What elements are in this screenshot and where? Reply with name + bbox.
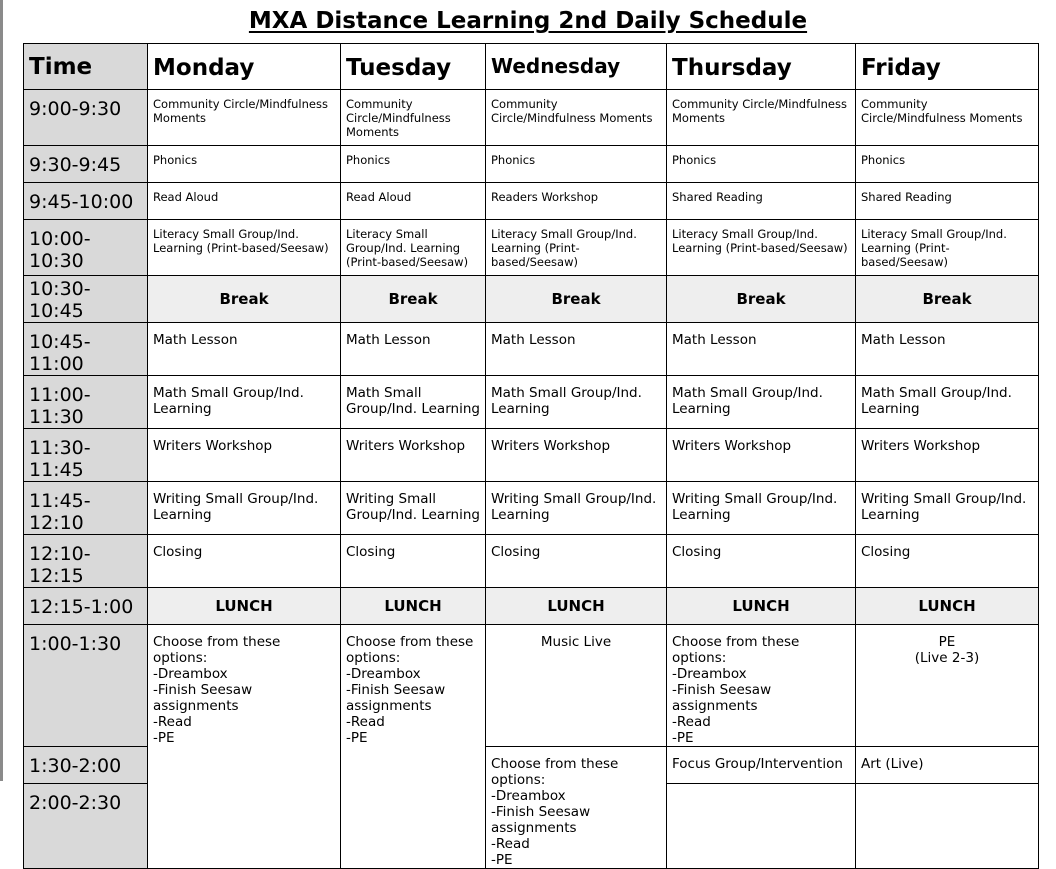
table-row xyxy=(24,220,1039,276)
option-line: -PE xyxy=(153,730,175,746)
schedule-cell: Writers Workshop xyxy=(341,429,486,482)
schedule-cell: Literacy Small Group/Ind. Learning (Print-based/Seesaw) xyxy=(667,220,856,276)
schedule-cell: Math Lesson xyxy=(667,323,856,376)
lunch-cell: LUNCH xyxy=(486,588,667,625)
lunch-cell: LUNCH xyxy=(148,588,341,625)
time-slot: 1:00-1:30 xyxy=(24,625,148,747)
option-line: -Dreambox xyxy=(346,666,421,682)
break-cell: Break xyxy=(856,276,1039,323)
header-thursday: Thursday xyxy=(667,44,856,90)
option-line: -Finish Seesaw assignments xyxy=(672,682,772,714)
schedule-cell: Math Lesson xyxy=(148,323,341,376)
schedule-cell: Literacy Small Group/Ind. Learning (Print-based/Seesaw) xyxy=(856,220,1039,276)
option-line: -Read xyxy=(153,714,192,730)
schedule-cell: Writers Workshop xyxy=(486,429,667,482)
schedule-cell: Shared Reading xyxy=(667,183,856,220)
table-row xyxy=(24,429,1039,482)
option-line: Choose from these options: xyxy=(346,634,474,666)
time-slot: 11:30-11:45 xyxy=(24,429,148,482)
header-friday: Friday xyxy=(856,44,1039,90)
option-line: Choose from these options: xyxy=(672,634,800,666)
option-line: -Read xyxy=(491,836,530,852)
table-row xyxy=(24,482,1039,535)
schedule-cell: Literacy Small Group/Ind. Learning (Print-based/Seesaw) xyxy=(341,220,486,276)
schedule-cell: Read Aloud xyxy=(341,183,486,220)
time-slot: 2:00-2:30 xyxy=(24,784,148,869)
schedule-table xyxy=(23,43,1039,869)
schedule-cell: Writing Small Group/Ind. Learning xyxy=(486,482,667,535)
table-row xyxy=(24,90,1039,146)
option-line: -PE xyxy=(491,852,513,868)
table-row-break xyxy=(24,276,1039,323)
schedule-title: MXA Distance Learning 2nd Daily Schedule xyxy=(248,8,808,34)
schedule-cell: Phonics xyxy=(856,146,1039,183)
schedule-cell: Closing xyxy=(667,535,856,588)
option-line: Choose from these options: xyxy=(153,634,281,666)
schedule-cell: Math Lesson xyxy=(856,323,1039,376)
friday-pe-cell xyxy=(856,625,1039,747)
schedule-cell: Closing xyxy=(341,535,486,588)
time-slot: 10:45-11:00 xyxy=(24,323,148,376)
schedule-cell: Closing xyxy=(148,535,341,588)
schedule-cell: Writing Small Group/Ind. Learning xyxy=(667,482,856,535)
option-line: -Finish Seesaw assignments xyxy=(491,804,591,836)
monday-options-cell xyxy=(148,625,341,869)
break-cell: Break xyxy=(341,276,486,323)
lunch-cell: LUNCH xyxy=(341,588,486,625)
time-slot: 9:45-10:00 xyxy=(24,183,148,220)
schedule-cell: Literacy Small Group/Ind. Learning (Print-based/Seesaw) xyxy=(486,220,667,276)
schedule-cell: Math Small Group/Ind. Learning xyxy=(148,376,341,429)
header-wednesday: Wednesday xyxy=(486,44,667,90)
empty-cell xyxy=(856,784,1039,869)
header-monday: Monday xyxy=(148,44,341,90)
option-line: -Dreambox xyxy=(491,788,566,804)
option-line: -Finish Seesaw assignments xyxy=(346,682,446,714)
schedule-cell: Writing Small Group/Ind. Learning xyxy=(341,482,486,535)
option-line: -PE xyxy=(672,730,694,746)
page-left-edge xyxy=(0,0,3,781)
schedule-cell: Writers Workshop xyxy=(856,429,1039,482)
schedule-cell: Writing Small Group/Ind. Learning xyxy=(148,482,341,535)
schedule-cell: Writing Small Group/Ind. Learning xyxy=(856,482,1039,535)
break-cell: Break xyxy=(667,276,856,323)
time-slot: 12:10-12:15 xyxy=(24,535,148,588)
thursday-options-cell xyxy=(667,625,856,747)
wednesday-music-cell: Music Live xyxy=(486,625,667,747)
time-slot: 11:45-12:10 xyxy=(24,482,148,535)
table-row xyxy=(24,183,1039,220)
schedule-cell: Community Circle/Mindfulness Moments xyxy=(856,90,1039,146)
option-line: -Dreambox xyxy=(153,666,228,682)
schedule-cell: Literacy Small Group/Ind. Learning (Print-based/Seesaw) xyxy=(148,220,341,276)
header-tuesday: Tuesday xyxy=(341,44,486,90)
lunch-cell: LUNCH xyxy=(667,588,856,625)
time-slot: 11:00-11:30 xyxy=(24,376,148,429)
option-line: (Live 2-3) xyxy=(914,650,980,666)
break-cell: Break xyxy=(486,276,667,323)
schedule-cell: Writers Workshop xyxy=(148,429,341,482)
option-line: -Read xyxy=(346,714,385,730)
time-slot: 12:15-1:00 xyxy=(24,588,148,625)
lunch-cell: LUNCH xyxy=(856,588,1039,625)
empty-cell xyxy=(667,784,856,869)
schedule-cell: Phonics xyxy=(148,146,341,183)
schedule-cell: Phonics xyxy=(486,146,667,183)
table-row-lunch xyxy=(24,588,1039,625)
schedule-cell: Shared Reading xyxy=(856,183,1039,220)
table-row xyxy=(24,376,1039,429)
time-slot: 1:30-2:00 xyxy=(24,747,148,784)
schedule-cell: Math Lesson xyxy=(486,323,667,376)
option-line: Choose from these options: xyxy=(491,756,619,788)
tuesday-options-cell xyxy=(341,625,486,869)
option-line: -Read xyxy=(672,714,711,730)
schedule-cell: Math Small Group/Ind. Learning xyxy=(667,376,856,429)
schedule-cell: Math Lesson xyxy=(341,323,486,376)
table-row xyxy=(24,146,1039,183)
time-slot: 10:00-10:30 xyxy=(24,220,148,276)
friday-art-cell: Art (Live) xyxy=(856,747,1039,784)
header-time: Time xyxy=(24,44,148,90)
schedule-cell: Math Small Group/Ind. Learning xyxy=(486,376,667,429)
schedule-cell: Math Small Group/Ind. Learning xyxy=(341,376,486,429)
schedule-cell: Readers Workshop xyxy=(486,183,667,220)
time-slot: 9:00-9:30 xyxy=(24,90,148,146)
schedule-cell: Closing xyxy=(856,535,1039,588)
option-line: PE xyxy=(938,634,956,650)
break-cell: Break xyxy=(148,276,341,323)
schedule-cell: Community Circle/Mindfulness Moments xyxy=(148,90,341,146)
schedule-cell: Community Circle/Mindfulness Moments xyxy=(341,90,486,146)
table-row xyxy=(24,625,1039,747)
schedule-cell: Writers Workshop xyxy=(667,429,856,482)
table-row xyxy=(24,323,1039,376)
schedule-cell: Math Small Group/Ind. Learning xyxy=(856,376,1039,429)
option-line: -PE xyxy=(346,730,368,746)
schedule-cell: Phonics xyxy=(667,146,856,183)
schedule-cell: Closing xyxy=(486,535,667,588)
wednesday-options-cell xyxy=(486,747,667,869)
schedule-cell: Read Aloud xyxy=(148,183,341,220)
time-slot: 9:30-9:45 xyxy=(24,146,148,183)
table-row xyxy=(24,535,1039,588)
schedule-cell: Community Circle/Mindfulness Moments xyxy=(486,90,667,146)
schedule-cell: Community Circle/Mindfulness Moments xyxy=(667,90,856,146)
thursday-focus-cell: Focus Group/Intervention xyxy=(667,747,856,784)
header-row xyxy=(24,44,1039,90)
schedule-cell: Phonics xyxy=(341,146,486,183)
time-slot: 10:30-10:45 xyxy=(24,276,148,323)
option-line: -Finish Seesaw assignments xyxy=(153,682,253,714)
option-line: -Dreambox xyxy=(672,666,747,682)
